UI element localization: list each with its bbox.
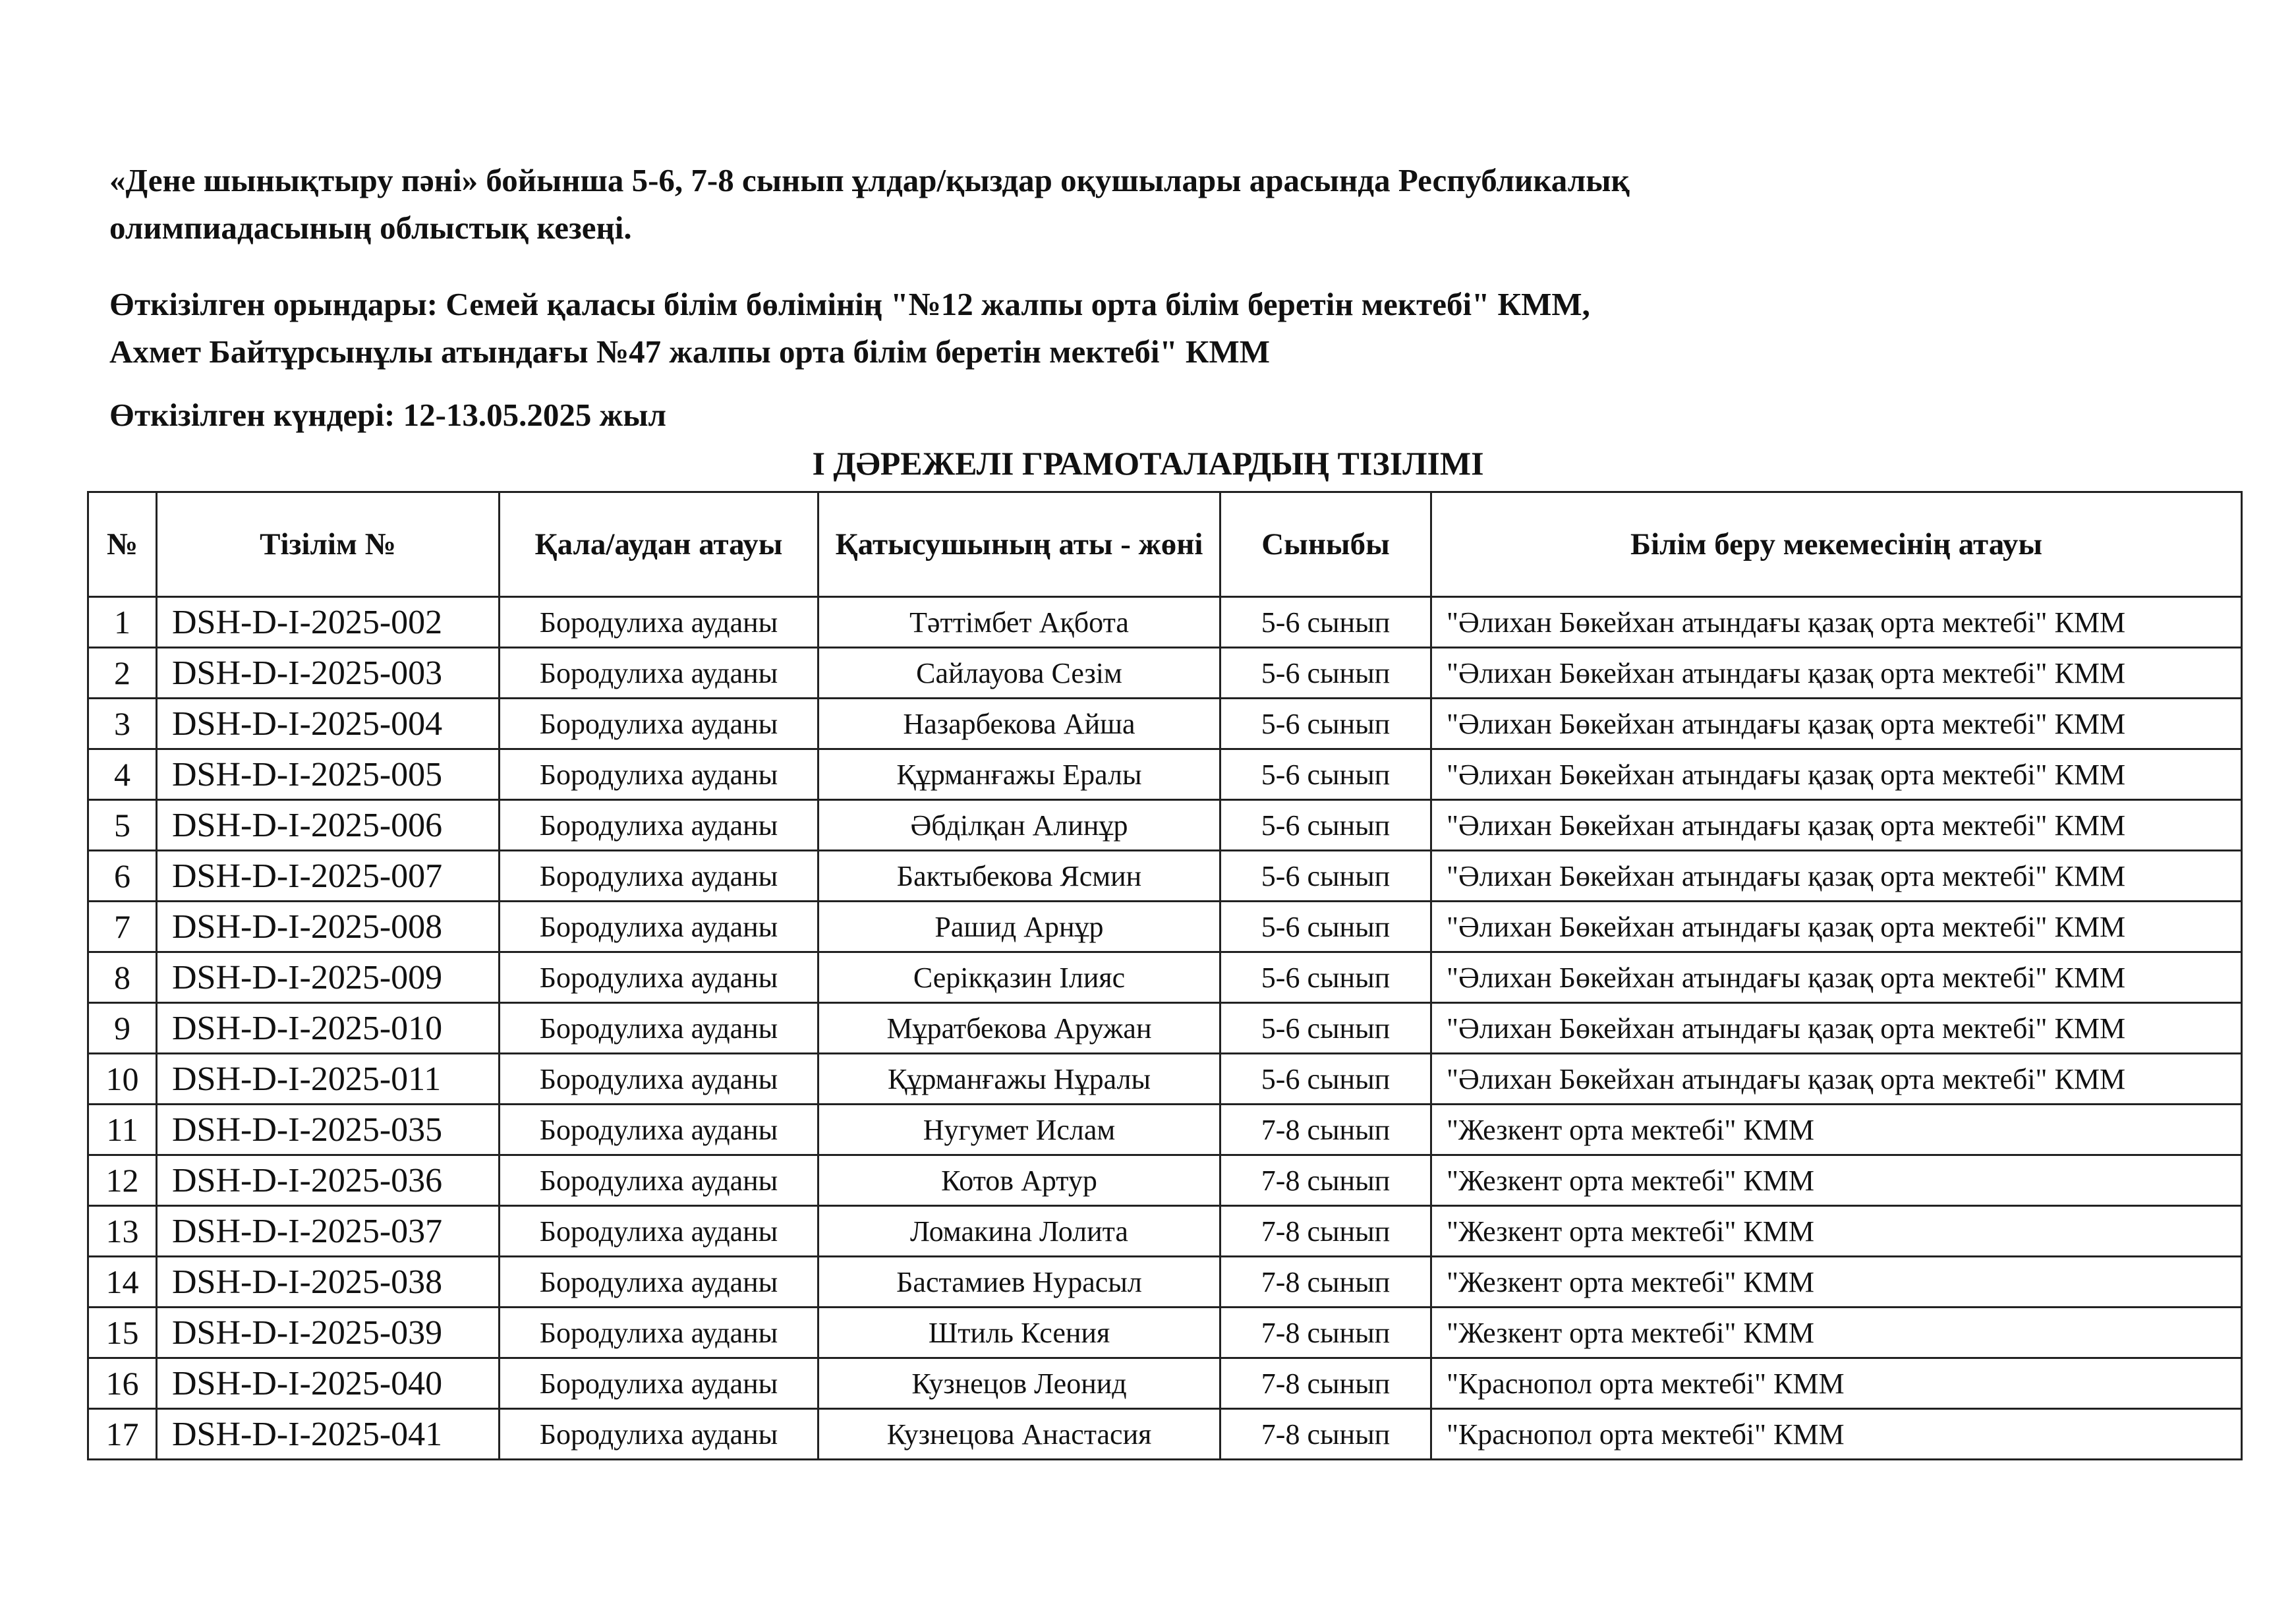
- cell-number: 10: [88, 1054, 157, 1105]
- cell-district: Бородулиха ауданы: [500, 952, 818, 1003]
- header-subject-line: «Дене шынықтыру пәні» бойынша 5-6, 7-8 сынып ұлдар/қыздар оқушылары арасында Республикалық: [109, 162, 1630, 198]
- header-venue-line-1: Өткізілген орындары: Семей қаласы білім бөлімінің "№12 жалпы орта білім беретін мектебі" КММ,: [109, 286, 1590, 322]
- cell-number: 9: [88, 1003, 157, 1054]
- cell-district: Бородулиха ауданы: [500, 902, 818, 952]
- cell-grade: 5-6 сынып: [1220, 749, 1431, 800]
- cell-district: Бородулиха ауданы: [500, 1155, 818, 1206]
- cell-number: 12: [88, 1155, 157, 1206]
- cell-registry-number: DSH-D-I-2025-004: [157, 699, 500, 749]
- cell-district: Бородулиха ауданы: [500, 851, 818, 902]
- table-row: [88, 1054, 2242, 1105]
- cell-institution: "Әлихан Бөкейхан атындағы қазақ орта мектебі" КММ: [1431, 902, 2242, 952]
- cell-institution: "Жезкент орта мектебі" КММ: [1431, 1308, 2242, 1358]
- cell-grade: 5-6 сынып: [1220, 952, 1431, 1003]
- cell-participant-name: Кузнецова Анастасия: [818, 1409, 1220, 1460]
- cell-institution: "Жезкент орта мектебі" КММ: [1431, 1206, 2242, 1257]
- cell-participant-name: Серікқазин Ілияс: [818, 952, 1220, 1003]
- cell-participant-name: Кузнецов Леонид: [818, 1358, 1220, 1409]
- cell-registry-number: DSH-D-I-2025-038: [157, 1257, 500, 1308]
- table-row: [88, 648, 2242, 699]
- cell-institution: "Жезкент орта мектебі" КММ: [1431, 1257, 2242, 1308]
- cell-number: 7: [88, 902, 157, 952]
- cell-institution: "Жезкент орта мектебі" КММ: [1431, 1105, 2242, 1155]
- cell-district: Бородулиха ауданы: [500, 1308, 818, 1358]
- cell-registry-number: DSH-D-I-2025-040: [157, 1358, 500, 1409]
- cell-participant-name: Котов Артур: [818, 1155, 1220, 1206]
- cell-district: Бородулиха ауданы: [500, 1257, 818, 1308]
- cell-grade: 5-6 сынып: [1220, 1003, 1431, 1054]
- cell-participant-name: Құрманғажы Ералы: [818, 749, 1220, 800]
- cell-registry-number: DSH-D-I-2025-035: [157, 1105, 500, 1155]
- registry-table: [87, 491, 2243, 1460]
- cell-grade: 5-6 сынып: [1220, 597, 1431, 648]
- column-header-registry-number: Тізілім №: [157, 492, 500, 597]
- table-row: [88, 699, 2242, 749]
- cell-grade: 5-6 сынып: [1220, 902, 1431, 952]
- table-row: [88, 1257, 2242, 1308]
- cell-participant-name: Тәттімбет Ақбота: [818, 597, 1220, 648]
- cell-registry-number: DSH-D-I-2025-039: [157, 1308, 500, 1358]
- column-header-district: Қала/аудан атауы: [500, 492, 818, 597]
- cell-district: Бородулиха ауданы: [500, 749, 818, 800]
- cell-institution: "Әлихан Бөкейхан атындағы қазақ орта мектебі" КММ: [1431, 800, 2242, 851]
- document-header: [109, 157, 2185, 439]
- table-row: [88, 1003, 2242, 1054]
- cell-number: 8: [88, 952, 157, 1003]
- cell-number: 1: [88, 597, 157, 648]
- cell-registry-number: DSH-D-I-2025-011: [157, 1054, 500, 1105]
- cell-participant-name: Нугумет Ислам: [818, 1105, 1220, 1155]
- table-row: [88, 1155, 2242, 1206]
- cell-institution: "Әлихан Бөкейхан атындағы қазақ орта мектебі" КММ: [1431, 749, 2242, 800]
- cell-registry-number: DSH-D-I-2025-036: [157, 1155, 500, 1206]
- cell-district: Бородулиха ауданы: [500, 1054, 818, 1105]
- cell-participant-name: Мұратбекова Аружан: [818, 1003, 1220, 1054]
- cell-institution: "Әлихан Бөкейхан атындағы қазақ орта мектебі" КММ: [1431, 597, 2242, 648]
- table-header-row: [88, 492, 2242, 597]
- header-stage-line: олимпиадасының облыстық кезеңі.: [109, 210, 632, 246]
- cell-registry-number: DSH-D-I-2025-037: [157, 1206, 500, 1257]
- cell-grade: 7-8 сынып: [1220, 1105, 1431, 1155]
- cell-institution: "Әлихан Бөкейхан атындағы қазақ орта мектебі" КММ: [1431, 1054, 2242, 1105]
- cell-institution: "Әлихан Бөкейхан атындағы қазақ орта мектебі" КММ: [1431, 699, 2242, 749]
- cell-registry-number: DSH-D-I-2025-008: [157, 902, 500, 952]
- column-header-number: №: [88, 492, 157, 597]
- cell-institution: "Әлихан Бөкейхан атындағы қазақ орта мектебі" КММ: [1431, 851, 2242, 902]
- cell-grade: 7-8 сынып: [1220, 1155, 1431, 1206]
- table-row: [88, 1105, 2242, 1155]
- cell-grade: 5-6 сынып: [1220, 800, 1431, 851]
- cell-district: Бородулиха ауданы: [500, 1003, 818, 1054]
- cell-participant-name: Құрманғажы Нұралы: [818, 1054, 1220, 1105]
- document-title: I ДӘРЕЖЕЛІ ГРАМОТАЛАРДЫҢ ТІЗІЛІМІ: [812, 445, 1484, 482]
- table-row: [88, 902, 2242, 952]
- header-dates-line: Өткізілген күндері: 12-13.05.2025 жыл: [109, 397, 666, 433]
- cell-number: 15: [88, 1308, 157, 1358]
- column-header-participant-name: Қатысушының аты - жөні: [818, 492, 1220, 597]
- column-header-institution: Білім беру мекемесінің атауы: [1431, 492, 2242, 597]
- cell-grade: 5-6 сынып: [1220, 648, 1431, 699]
- cell-district: Бородулиха ауданы: [500, 699, 818, 749]
- cell-registry-number: DSH-D-I-2025-007: [157, 851, 500, 902]
- cell-grade: 7-8 сынып: [1220, 1308, 1431, 1358]
- cell-institution: "Әлихан Бөкейхан атындағы қазақ орта мектебі" КММ: [1431, 952, 2242, 1003]
- cell-participant-name: Ломакина Лолита: [818, 1206, 1220, 1257]
- cell-participant-name: Сайлауова Сезім: [818, 648, 1220, 699]
- cell-institution: "Краснопол орта мектебі" КММ: [1431, 1358, 2242, 1409]
- cell-participant-name: Рашид Арнұр: [818, 902, 1220, 952]
- cell-number: 6: [88, 851, 157, 902]
- cell-registry-number: DSH-D-I-2025-002: [157, 597, 500, 648]
- cell-grade: 7-8 сынып: [1220, 1358, 1431, 1409]
- cell-registry-number: DSH-D-I-2025-010: [157, 1003, 500, 1054]
- cell-participant-name: Штиль Ксения: [818, 1308, 1220, 1358]
- cell-district: Бородулиха ауданы: [500, 800, 818, 851]
- table-row: [88, 1409, 2242, 1460]
- cell-number: 14: [88, 1257, 157, 1308]
- cell-grade: 7-8 сынып: [1220, 1257, 1431, 1308]
- cell-institution: "Краснопол орта мектебі" КММ: [1431, 1409, 2242, 1460]
- table-row: [88, 597, 2242, 648]
- cell-district: Бородулиха ауданы: [500, 1206, 818, 1257]
- cell-registry-number: DSH-D-I-2025-041: [157, 1409, 500, 1460]
- cell-grade: 5-6 сынып: [1220, 1054, 1431, 1105]
- cell-number: 17: [88, 1409, 157, 1460]
- table-row: [88, 1206, 2242, 1257]
- table-body: [88, 597, 2242, 1460]
- cell-number: 3: [88, 699, 157, 749]
- cell-registry-number: DSH-D-I-2025-005: [157, 749, 500, 800]
- table-row: [88, 851, 2242, 902]
- cell-district: Бородулиха ауданы: [500, 597, 818, 648]
- table-row: [88, 1308, 2242, 1358]
- header-venue-line-2: Ахмет Байтұрсынұлы атындағы №47 жалпы орта білім беретін мектебі" КММ: [109, 333, 1270, 370]
- cell-institution: "Әлихан Бөкейхан атындағы қазақ орта мектебі" КММ: [1431, 648, 2242, 699]
- cell-grade: 5-6 сынып: [1220, 851, 1431, 902]
- cell-registry-number: DSH-D-I-2025-009: [157, 952, 500, 1003]
- cell-number: 2: [88, 648, 157, 699]
- table-row: [88, 800, 2242, 851]
- cell-number: 13: [88, 1206, 157, 1257]
- cell-registry-number: DSH-D-I-2025-006: [157, 800, 500, 851]
- cell-district: Бородулиха ауданы: [500, 648, 818, 699]
- cell-grade: 7-8 сынып: [1220, 1206, 1431, 1257]
- column-header-grade: Сыныбы: [1220, 492, 1431, 597]
- cell-grade: 5-6 сынып: [1220, 699, 1431, 749]
- cell-registry-number: DSH-D-I-2025-003: [157, 648, 500, 699]
- table-row: [88, 1358, 2242, 1409]
- cell-participant-name: Әбділқан Алинұр: [818, 800, 1220, 851]
- cell-number: 16: [88, 1358, 157, 1409]
- cell-participant-name: Назарбекова Айша: [818, 699, 1220, 749]
- cell-number: 11: [88, 1105, 157, 1155]
- cell-institution: "Жезкент орта мектебі" КММ: [1431, 1155, 2242, 1206]
- cell-district: Бородулиха ауданы: [500, 1358, 818, 1409]
- table-row: [88, 749, 2242, 800]
- cell-institution: "Әлихан Бөкейхан атындағы қазақ орта мектебі" КММ: [1431, 1003, 2242, 1054]
- cell-participant-name: Бастамиев Нурасыл: [818, 1257, 1220, 1308]
- cell-district: Бородулиха ауданы: [500, 1409, 818, 1460]
- cell-number: 4: [88, 749, 157, 800]
- cell-district: Бородулиха ауданы: [500, 1105, 818, 1155]
- cell-participant-name: Бактыбекова Ясмин: [818, 851, 1220, 902]
- cell-number: 5: [88, 800, 157, 851]
- cell-grade: 7-8 сынып: [1220, 1409, 1431, 1460]
- table-row: [88, 952, 2242, 1003]
